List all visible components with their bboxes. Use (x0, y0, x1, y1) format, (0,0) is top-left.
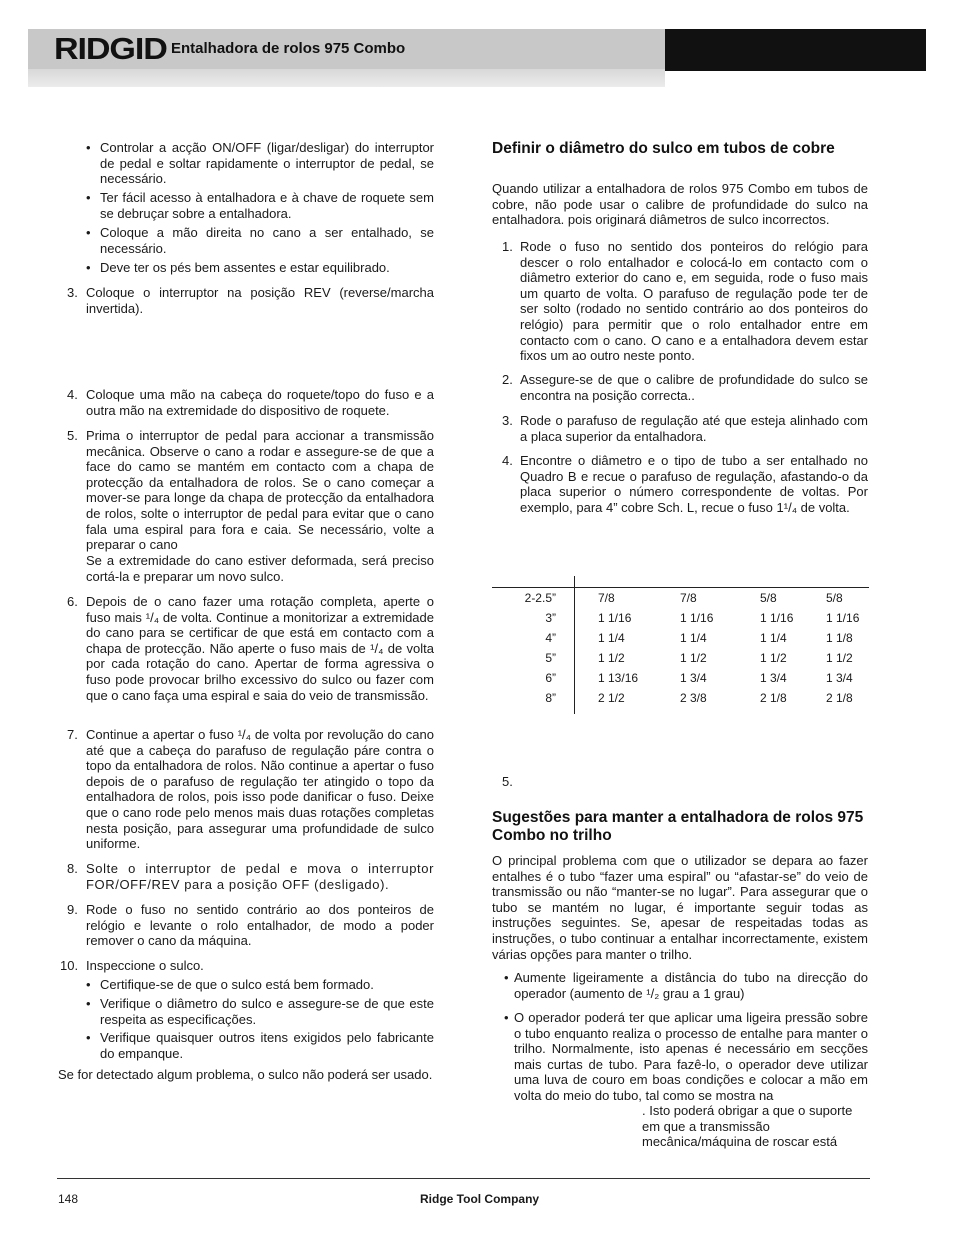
bullet-text: Coloque a mão direita no cano a ser entalhado, se necessário. (100, 225, 434, 256)
table-value-cell: 1 1/2 (680, 651, 707, 665)
copper-step-2: Assegure-se de que o calibre de profundidade do sulco se encontra na posição correcta.. (520, 372, 868, 403)
step-9: Rode o fuso no sentido contrário ao dos ponteiros de relógio e levante o rolo entalhador, de modo a poder remover o cano da máquina. (86, 902, 434, 949)
copper-step-4: Encontre o diâmetro e o tipo de tubo a ser entalhado no Quadro B e recue o parafuso de regulação, afastando-o da placa superior o número correspondente de voltas. Por exemplo, para 4” cobre Sch. L, recue o fuso 1¹/₄ de volta. (520, 453, 868, 515)
table-value-cell: 1 13/16 (598, 671, 639, 685)
table-value-cell: 1 1/4 (680, 631, 707, 645)
table-size-cell: 8” (545, 691, 556, 705)
copper-step-3: Rode o parafuso de regulação até que esteja alinhado com a placa superior da entalhadora. (520, 413, 868, 444)
table-size-cell: 5” (545, 651, 556, 665)
intro-tracking: O principal problema com que o utilizador se depara ao fazer entalhes é o tubo “fazer uma espiral” ou “afastar-se” do veio de transmissão ou não “manter-se no lugar”. Para assegurar que o tubo se mantém no lugar, é importante seguir todas as instruções seguintes. Se, apesar de respeitadas todas as instruções, o tubo continuar a entalhar incorrectamente, existem várias opções para manter o trilho. (492, 853, 868, 962)
step-3: Coloque o interruptor na posição REV (reverse/marcha invertida). (86, 285, 434, 316)
bullet-text: Verifique o diâmetro do sulco e assegure-se de que este respeita as especificações. (100, 996, 434, 1027)
copper-step-1: Rode o fuso no sentido dos ponteiros do relógio para descer o rolo entalhador e colocá-lo em contacto com o diâmetro exterior do cano e, em seguida, rode o fuso mais um quarto de volta. O parafuso de regulação pode ter de ser solto (rodado no sentido contrário ao dos ponteiros do relógio) para permitir que o rolo entalhador entre em contacto com o cano. O cano e a entalhadora devem estar fixos um ao outro neste ponto. (520, 239, 868, 364)
copper-step-5-number: 5. (502, 774, 513, 789)
footer-rule (57, 1178, 870, 1179)
tracking-bullet-1: Aumente ligeiramente a distância do tubo na direcção do operador (aumento de ¹/₂ grau a 1 grau) (514, 970, 868, 1001)
table-size-cell: 3” (545, 611, 556, 625)
bullet-text: Certifique-se de que o sulco está bem formado. (100, 977, 374, 992)
step-6: Depois de o cano fazer uma rotação completa, aperte o fuso mais ¹/₄ de volta. Continue a monitorizar a extremidade do cano para se certificar de que está em contacto com a chapa de protecção. Não aperte o fuso mais de ¹/₄ de volta por cada rotação do cano. Apertar de forma agressiva o fuso pode provocar brilho excessivo do sulco ou fazer com que o cano faça uma espiral e saia do veio de transmissão. (86, 594, 434, 703)
table-size-cell: 4” (545, 631, 556, 645)
table-value-cell: 1 1/2 (760, 651, 787, 665)
table-value-cell: 1 3/4 (826, 671, 853, 685)
table-vertical-rule (574, 576, 575, 714)
table-value-cell: 1 1/2 (826, 651, 853, 665)
section-heading-tracking: Sugestões para manter a entalhadora de rolos 975 Combo no trilho (492, 809, 864, 844)
bullet-text: Controlar a acção ON/OFF (ligar/desligar) do interruptor de pedal e soltar rapidamente o interruptor de pedal, se necessário. (100, 140, 434, 187)
table-value-cell: 5/8 (826, 591, 843, 605)
table-value-cell: 1 1/16 (826, 611, 860, 625)
tracking-bullet-2: O operador poderá ter que aplicar uma ligeira pressão sobre o tubo enquanto realiza o processo de entalhe para manter o trilho. Normalmente, isto apenas é necessário em secções mais curtas de tubo. Para fazê-lo, o operador deve utilizar uma luva de couro em boas condições e colocar a mão em volta do meio do tubo, tal como se mostra na (514, 1010, 868, 1103)
table-value-cell: 2 1/2 (598, 691, 625, 705)
header-shadow (28, 69, 665, 87)
table-value-cell: 1 1/2 (598, 651, 625, 665)
bullet-text: Ter fácil acesso à entalhadora e à chave de roquete sem se debruçar sobre a entalhadora. (100, 190, 434, 221)
section-heading-copper: Definir o diâmetro do sulco em tubos de cobre (492, 140, 835, 157)
table-value-cell: 1 1/4 (598, 631, 625, 645)
table-horizontal-rule (492, 587, 869, 588)
step-5-note: Se a extremidade do cano estiver deformada, será preciso cortá-la e preparar um novo sulco. (86, 553, 434, 584)
table-value-cell: 1 1/16 (598, 611, 632, 625)
step-4: Coloque uma mão na cabeça do roquete/topo do fuso e a outra mão na extremidade do dispositivo de roquete. (86, 387, 434, 418)
table-value-cell: 2 1/8 (760, 691, 787, 705)
table-value-cell: 2 1/8 (826, 691, 853, 705)
table-value-cell: 1 3/4 (760, 671, 787, 685)
step-5: Prima o interruptor de pedal para accionar a transmissão mecânica. Observe o cano a rodar e assegure-se de que a face do camo se mantém em contacto com a chapa de protecção da entalhadora de rolos. Se o cano começar a mover-se para longe da chapa de protecção da entalhadora de rolos, solte o interruptor de pedal para evitar que o cano fala uma espiral para fora e caia. Se necessário, volte a preparar o cano (86, 428, 434, 553)
table-value-cell: 7/8 (680, 591, 697, 605)
bullet-text: Verifique quaisquer outros itens exigidos pelo fabricante do empanque. (100, 1030, 434, 1061)
table-size-cell: 2-2.5” (524, 591, 556, 605)
table-value-cell: 7/8 (598, 591, 615, 605)
step-7: Continue a apertar o fuso ¹/₄ de volta por revolução do cano até que a cabeça do parafuso de regulação páre contra o topo da entalhadora de rolos. Não continue a apertar o fuso depois de o parafuso de regulação ter atingido o topo da entalhadora de rolos, pois isso pode danificar o fuso. Deixe que o cano rode pelo menos mais duas rotações completas nesta posição, para assegurar uma profundidade de sulco uniforme. (86, 727, 434, 852)
tracking-bullet-2-tail: . Isto poderá obrigar a que o suporte em que a transmissão mecânica/máquina de roscar está (642, 1103, 853, 1150)
table-value-cell: 1 1/16 (680, 611, 714, 625)
step-8: Solte o interruptor de pedal e mova o interruptor FOR/OFF/REV para a posição OFF (desligado). (86, 861, 434, 892)
table-value-cell: 1 1/16 (760, 611, 794, 625)
bullet-text: Deve ter os pés bem assentes e estar equilibrado. (100, 260, 390, 275)
header-black-block (665, 29, 926, 71)
page-title: Entalhadora de rolos 975 Combo (171, 40, 406, 57)
closing-text: Se for detectado algum problema, o sulco não poderá ser usado. (58, 1067, 433, 1082)
table-value-cell: 1 1/4 (760, 631, 787, 645)
table-size-cell: 6” (545, 671, 556, 685)
table-value-cell: 5/8 (760, 591, 777, 605)
footer-company: Ridge Tool Company (420, 1192, 540, 1206)
step-10: Inspeccione o sulco. (86, 958, 204, 973)
table-value-cell: 1 3/4 (680, 671, 707, 685)
page-number: 148 (58, 1192, 79, 1206)
table-value-cell: 1 1/8 (826, 631, 853, 645)
ridgid-logo: RIDGID (54, 31, 167, 66)
intro-copper: Quando utilizar a entalhadora de rolos 975 Combo em tubos de cobre, não pode usar o calibre de profundidade do sulco na entalhadora. pois originará diâmetros de sulco incorrectos. (492, 181, 868, 228)
table-value-cell: 2 3/8 (680, 691, 707, 705)
